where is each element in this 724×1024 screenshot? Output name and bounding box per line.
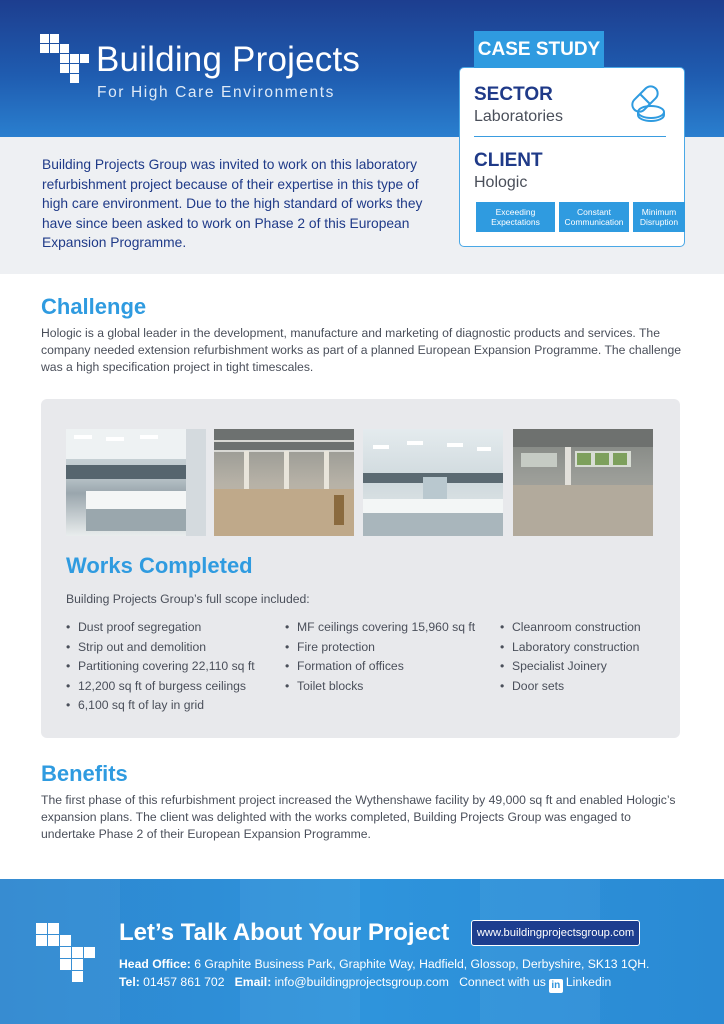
value-tag: Exceeding Expectations [476,202,555,232]
lab-photo-2 [214,429,354,536]
works-list-col1 [66,618,255,716]
value-tags [476,202,685,232]
challenge-heading: Challenge [41,294,147,319]
sector-value: Laboratories [474,108,563,125]
value-tag: Constant Communication [559,202,629,232]
brand-name: Building Projects [96,40,361,79]
benefits-heading: Benefits [41,761,128,786]
linkedin-icon[interactable]: in [549,979,563,993]
card-divider [474,136,666,137]
list-item: • Dust proof segregation [66,618,255,638]
list-item: • Door sets [500,677,641,697]
client-label: CLIENT [474,150,543,171]
scope-intro: Building Projects Group’s full scope included: [66,592,310,606]
list-item: • Formation of offices [285,657,475,677]
case-study-tab: CASE STUDY [474,31,604,68]
list-item: • Specialist Joinery [500,657,641,677]
contact-line: Tel: 01457 861 702 Email: info@buildingprojectsgroup.com Connect with us in Linkedin [119,975,612,991]
head-office-line: Head Office: 6 Graphite Business Park, Graphite Way, Hadfield, Glossop, Derbyshire, SK13 1QH. [119,957,650,971]
list-item: • MF ceilings covering 15,960 sq ft [285,618,475,638]
brand-tagline: For High Care Environments [97,84,336,101]
list-item: • Toilet blocks [285,677,475,697]
list-item: • Laboratory construction [500,638,641,658]
client-value: Hologic [474,174,528,191]
list-item: • 6,100 sq ft of lay in grid [66,696,255,716]
list-item: • Fire protection [285,638,475,658]
linkedin-link[interactable]: Linkedin [565,975,612,989]
sector-label: SECTOR [474,84,553,105]
cta-heading: Let’s Talk About Your Project [119,919,450,946]
intro-text: Building Projects Group was invited to work on this laboratory refurbishment project because of their expertise in this type of high care environment. Due to the high standard of works they have since been asked to work on Phase 2 of this European Expansion Programme. [42,157,423,250]
lab-photo-3 [363,429,503,536]
list-item: • Cleanroom construction [500,618,641,638]
works-heading: Works Completed [66,553,253,578]
footer-logo-mark-icon [36,923,100,989]
lab-photo-4 [513,429,653,536]
works-list-col3 [500,618,641,696]
logo-mark-icon [40,34,96,84]
list-item: • Partitioning covering 22,110 sq ft [66,657,255,677]
list-item: • Strip out and demolition [66,638,255,658]
benefits-text: The first phase of this refurbishment project increased the Wythenshawe facility by 49,000 sq ft and enabled Hologic’s expansion plans. The client was delighted with the works completed, Building Projects Group was engaged to undertake Phase 2 of their European Expansion Programme. [41,793,676,841]
lab-photo-1 [66,429,206,536]
email-link[interactable]: info@buildingprojectsgroup.com [274,975,449,989]
website-link[interactable]: www.buildingprojectsgroup.com [471,920,640,946]
pill-capsule-icon [626,82,668,122]
works-list-col2 [285,618,475,696]
case-study-card [459,67,685,247]
list-item: • 12,200 sq ft of burgess ceilings [66,677,255,697]
value-tag: Minimum Disruption [633,202,685,232]
phone-number[interactable]: 01457 861 702 [143,975,225,989]
challenge-text: Hologic is a global leader in the development, manufacture and marketing of diagnostic products and services. The company needed extension refurbishment works as part of a planned European Expansion Programme. The challenge was a high specification project in tight timescales. [41,326,682,374]
footer [0,879,724,1024]
